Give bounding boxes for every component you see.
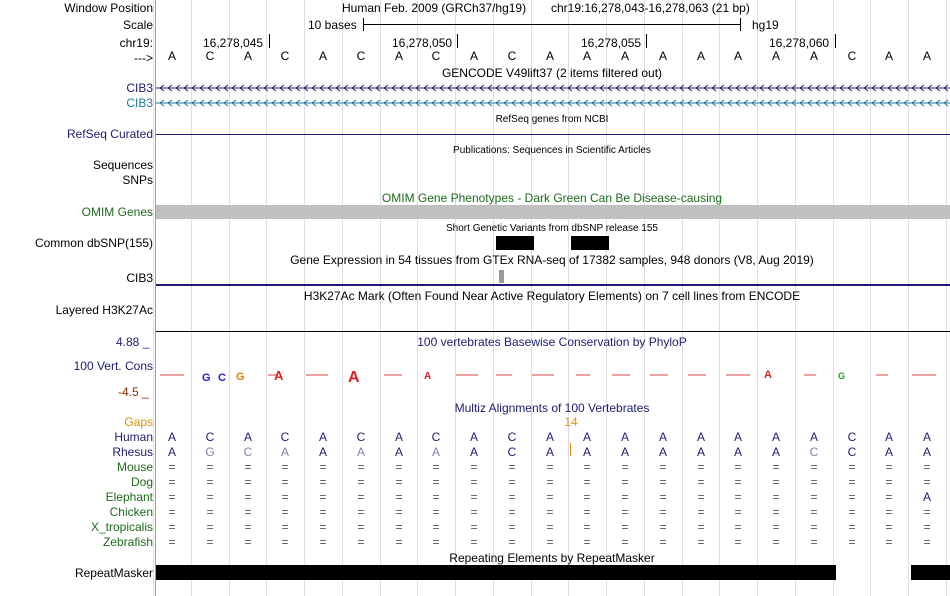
alignment-base: = [168,520,176,534]
publications-sequences-label[interactable]: Sequences [92,158,153,172]
alignment-base: A [394,430,403,444]
scale-assembly: hg19 [752,18,779,32]
sequence-base: A [658,49,667,63]
svg-text:A: A [764,369,772,381]
alignment-base: A [582,445,591,459]
scale-bar-left-tick [363,18,364,31]
omim-label[interactable]: OMIM Genes [81,205,153,219]
alignment-base: = [470,460,478,474]
alignment-base: = [168,475,176,489]
alignment-base: = [885,490,893,504]
gap-insertion-marker [570,443,571,456]
alignment-base: = [583,535,591,549]
alignment-base: = [659,535,667,549]
alignment-base: = [244,505,252,519]
alignment-base: = [281,535,289,549]
alignment-base: = [810,520,818,534]
alignment-base: = [583,475,591,489]
species-label[interactable]: X_tropicalis [90,520,153,534]
phylop-logo[interactable] [156,365,950,387]
dbsnp-label[interactable]: Common dbSNP(155) [34,236,153,250]
alignment-base: = [848,475,856,489]
chrom-label[interactable]: chr19: [119,36,153,50]
alignment-base: = [697,520,705,534]
alignment-base: = [734,460,742,474]
publications-track-title: Publications: Sequences in Scientific Articles [453,145,651,156]
alignment-base: = [848,535,856,549]
alignment-base: = [810,475,818,489]
coord-tick [269,34,270,48]
alignment-base: = [546,475,554,489]
alignment-base: A [884,430,893,444]
alignment-base: A [620,430,629,444]
svg-text:A: A [274,368,284,383]
scale-text: 10 bases [308,18,357,32]
repeatmasker-track-title: Repeating Elements by RepeatMasker [449,551,655,565]
alignment-base: A [582,430,591,444]
alignment-base: = [319,535,327,549]
omim-feature-bar[interactable] [156,205,950,219]
refseq-gene-line[interactable] [156,134,950,135]
alignment-base: C [431,430,441,444]
alignment-base: = [470,475,478,489]
alignment-base: = [923,475,931,489]
alignment-base: = [885,520,893,534]
alignment-base: = [848,505,856,519]
alignment-base: C [280,430,290,444]
alignment-base: = [583,460,591,474]
alignment-base: A [469,445,478,459]
alignment-base: A [243,430,252,444]
coord-label: 16,278,055 [581,36,642,50]
alignment-base: = [395,490,403,504]
gaps-label[interactable]: Gaps [124,415,153,429]
gencode-gene-label-2[interactable]: CIB3 [126,96,153,110]
sequence-base: A [469,49,478,63]
alignment-base: A [167,430,176,444]
dbsnp-variant[interactable] [571,236,609,250]
gtex-label[interactable]: CIB3 [126,271,153,285]
strand-label[interactable]: ---> [134,51,153,65]
alignment-base: = [546,520,554,534]
alignment-base: = [621,535,629,549]
phylop-min-value: -4.5 _ [118,385,149,399]
alignment-base: = [432,535,440,549]
svg-text:C: C [218,372,226,384]
alignment-base: = [885,535,893,549]
alignment-base: = [206,490,214,504]
alignment-base: = [508,475,516,489]
h3k27ac-label[interactable]: Layered H3K27Ac [55,303,153,317]
gencode-track-title: GENCODE V49lift37 (2 items filtered out) [441,66,663,80]
alignment-base: = [432,505,440,519]
alignment-base: = [546,535,554,549]
multiz-track-title: Multiz Alignments of 100 Vertebrates [454,401,650,415]
alignment-base: A [545,445,554,459]
coord-label: 16,278,050 [392,36,453,50]
alignment-base: = [546,490,554,504]
alignment-base: A [658,430,667,444]
alignment-base: = [772,475,780,489]
alignment-base: = [772,460,780,474]
alignment-base: = [659,520,667,534]
alignment-base: = [810,490,818,504]
gencode-gene-feature-2[interactable] [156,97,950,109]
alignment-base: = [206,535,214,549]
alignment-base: A [167,445,176,459]
alignment-base: = [734,505,742,519]
publications-snps-label[interactable]: SNPs [122,173,153,187]
alignment-base: A [696,445,705,459]
sequence-base: A [696,49,705,63]
alignment-base: = [508,520,516,534]
alignment-base: = [697,505,705,519]
alignment-base: = [470,490,478,504]
gene-strand-arrows [156,97,950,109]
alignment-base: = [357,460,365,474]
alignment-base: = [395,505,403,519]
alignment-base: = [244,475,252,489]
alignment-base: = [319,520,327,534]
gtex-track-title: Gene Expression in 54 tissues from GTEx RNA-seq of 17382 samples, 948 donors (V8, Aug 2019) [290,253,814,267]
alignment-base: = [621,490,629,504]
alignment-base: = [810,535,818,549]
alignment-base: = [885,460,893,474]
alignment-base: A [809,430,818,444]
svg-text:G: G [838,371,846,381]
alignment-base: C [847,430,857,444]
sequence-base: A [620,49,629,63]
repeat-element[interactable] [156,565,836,580]
sequence-base: A [884,49,893,63]
alignment-base: A [545,430,554,444]
alignment-base: C [243,445,253,459]
coord-tick [457,34,458,48]
gtex-gene-line[interactable] [156,284,950,286]
alignment-base: = [244,535,252,549]
alignment-base: A [280,445,289,459]
alignment-base: = [659,490,667,504]
alignment-base: = [281,520,289,534]
h3k27ac-track-title: H3K27Ac Mark (Often Found Near Active Regulatory Elements) on 7 cell lines from ENCODE [303,289,801,303]
alignment-base: A [469,430,478,444]
sequence-base: A [243,49,252,63]
alignment-base: = [923,505,931,519]
alignment-base: = [470,505,478,519]
svg-text:G: G [202,372,211,384]
alignment-base: = [508,490,516,504]
alignment-base: = [848,460,856,474]
alignment-base: = [432,520,440,534]
sequence-base: A [545,49,554,63]
alignment-base: A [922,490,931,504]
alignment-base: = [621,505,629,519]
alignment-base: = [848,520,856,534]
alignment-base: = [357,490,365,504]
gap-count: 14 [564,415,578,429]
alignment-base: = [923,520,931,534]
svg-text:G: G [236,371,245,383]
alignment-base: = [319,505,327,519]
alignment-base: A [318,430,327,444]
repeatmasker-label[interactable]: RepeatMasker [74,566,153,580]
alignment-base: = [470,535,478,549]
h3k27ac-baseline [156,331,950,332]
alignment-base: = [734,535,742,549]
scale-bar [363,24,741,25]
alignment-base: = [206,520,214,534]
alignment-base: = [621,520,629,534]
alignment-base: A [733,445,742,459]
alignment-base: = [583,490,591,504]
repeat-element[interactable] [911,565,950,580]
alignment-base: = [319,490,327,504]
sequence-base: A [582,49,591,63]
sequence-base: C [431,49,441,63]
sequence-base: A [318,49,327,63]
species-label[interactable]: Chicken [109,505,153,519]
alignment-base: = [168,535,176,549]
alignment-base: G [205,445,215,459]
alignment-base: = [244,490,252,504]
alignment-base: = [885,505,893,519]
sequence-base: C [356,49,366,63]
alignment-base: = [659,460,667,474]
alignment-base: = [319,475,327,489]
alignment-base: = [810,505,818,519]
alignment-base: = [508,505,516,519]
sequence-base: A [394,49,403,63]
sequence-base: A [922,49,931,63]
alignment-base: A [356,445,365,459]
alignment-base: = [281,490,289,504]
gtex-expression-bar[interactable] [499,270,504,283]
alignment-base: = [395,535,403,549]
species-label[interactable]: Dog [130,475,153,489]
alignment-base: = [357,520,365,534]
alignment-base: = [432,460,440,474]
alignment-base: = [546,460,554,474]
alignment-base: = [395,475,403,489]
svg-text:A: A [348,369,360,386]
alignment-base: = [508,460,516,474]
alignment-base: A [733,430,742,444]
species-label[interactable]: Human [114,430,153,444]
alignment-base: A [922,430,931,444]
alignment-base: = [848,490,856,504]
alignment-base: A [431,445,440,459]
alignment-base: = [621,475,629,489]
coord-label: 16,278,045 [203,36,264,50]
alignment-base: A [620,445,629,459]
alignment-base: = [697,475,705,489]
scale-bar-right-tick [740,18,741,31]
alignment-base: = [395,460,403,474]
alignment-base: = [281,505,289,519]
position-text: chr19:16,278,043-16,278,063 (21 bp) [551,1,750,15]
alignment-base: = [168,460,176,474]
alignment-base: = [621,460,629,474]
species-label[interactable]: Zebrafish [102,535,153,549]
alignment-base: C [507,445,517,459]
alignment-base: = [546,505,554,519]
alignment-base: = [772,490,780,504]
alignment-base: = [168,490,176,504]
alignment-base: C [205,430,215,444]
alignment-base: C [847,445,857,459]
alignment-base: = [357,505,365,519]
alignment-base: = [583,505,591,519]
base-grid-line [153,0,154,596]
sequence-base: C [205,49,215,63]
alignment-base: = [697,460,705,474]
alignment-base: = [244,520,252,534]
alignment-base: = [395,520,403,534]
gencode-gene-feature[interactable] [156,82,950,94]
alignment-base: = [810,460,818,474]
alignment-base: A [696,430,705,444]
sequence-base: A [167,49,176,63]
alignment-base: = [319,460,327,474]
alignment-base: = [357,475,365,489]
alignment-base: = [923,460,931,474]
alignment-base: A [771,430,780,444]
species-label[interactable]: Mouse [116,460,153,474]
svg-text:A: A [424,371,432,382]
alignment-base: = [885,475,893,489]
species-label[interactable]: Elephant [105,490,153,504]
alignment-base: = [281,460,289,474]
alignment-base: = [432,490,440,504]
alignment-base: A [318,445,327,459]
sequence-base: C [507,49,517,63]
alignment-base: = [659,475,667,489]
gene-strand-arrows [156,82,950,94]
alignment-base: C [507,430,517,444]
alignment-base: = [281,475,289,489]
alignment-base: = [168,505,176,519]
gencode-gene-label[interactable]: CIB3 [126,81,153,95]
sequence-base: A [733,49,742,63]
coord-label: 16,278,060 [769,36,830,50]
alignment-base: = [734,490,742,504]
coord-tick [835,34,836,48]
coord-tick [646,34,647,48]
scale-label[interactable]: Scale [122,18,153,32]
sequence-base: A [809,49,818,63]
species-label[interactable]: Rhesus [112,445,153,459]
alignment-base: = [583,520,591,534]
refseq-track-title: RefSeq genes from NCBI [495,114,609,125]
phylop-label[interactable]: 100 Vert. Cons [73,359,153,373]
alignment-base: A [922,445,931,459]
alignment-base: A [884,445,893,459]
sequence-base: A [771,49,780,63]
alignment-base: = [206,460,214,474]
dbsnp-track-title: Short Genetic Variants from dbSNP release 155 [446,223,658,234]
alignment-base: = [206,475,214,489]
alignment-base: = [470,520,478,534]
alignment-base: = [244,460,252,474]
refseq-label[interactable]: RefSeq Curated [66,127,153,141]
alignment-base: A [394,445,403,459]
alignment-base: A [658,445,667,459]
alignment-base: C [809,445,819,459]
phylop-max-value: 4.88 _ [116,335,150,349]
alignment-base: = [697,490,705,504]
alignment-base: = [772,520,780,534]
alignment-base: = [697,535,705,549]
sequence-base: C [847,49,857,63]
sequence-base: C [280,49,290,63]
alignment-base: = [734,520,742,534]
alignment-base: = [432,475,440,489]
alignment-base: A [771,445,780,459]
alignment-base: C [356,430,366,444]
alignment-base: = [508,535,516,549]
alignment-base: = [772,505,780,519]
assembly-text: Human Feb. 2009 (GRCh37/hg19) [342,1,527,15]
omim-track-title: OMIM Gene Phenotypes - Dark Green Can Be Disease-causing [381,191,723,205]
alignment-base: = [659,505,667,519]
alignment-base: = [772,535,780,549]
alignment-base: = [734,475,742,489]
window-position-label[interactable]: Window Position [64,1,153,15]
dbsnp-variant[interactable] [496,236,534,250]
alignment-base: = [206,505,214,519]
phylop-track-title: 100 vertebrates Basewise Conservation by PhyloP [417,335,687,349]
alignment-base: = [923,535,931,549]
alignment-base: = [357,535,365,549]
